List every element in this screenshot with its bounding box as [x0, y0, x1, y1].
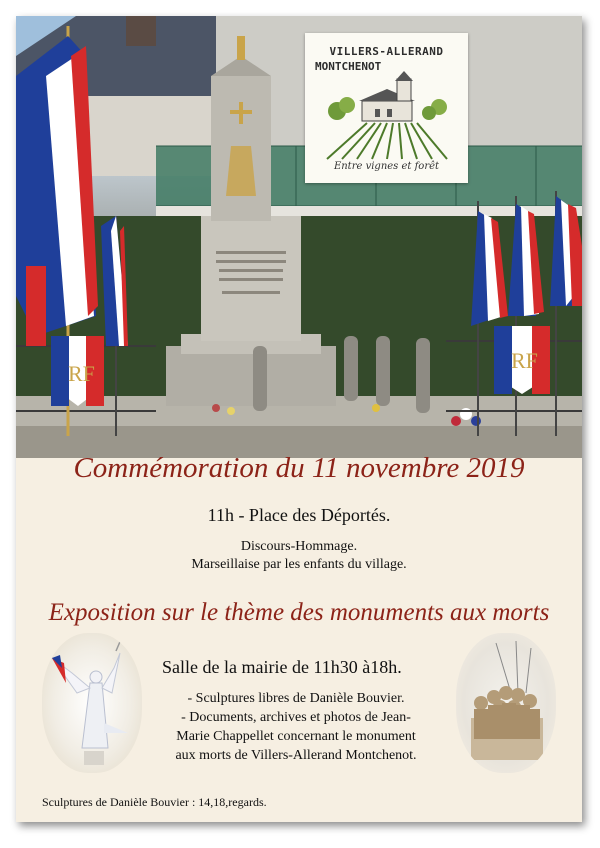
- village-church-vineyard-icon: [317, 71, 457, 161]
- sculpture-caption: Sculptures de Danièle Bouvier : 14,18,regards.: [42, 795, 267, 809]
- logo-tagline: Entre vignes et forêt: [333, 161, 440, 172]
- event-title: Commémoration du 11 novembre 2019: [73, 452, 525, 484]
- sculpture-angel-image: [42, 633, 142, 773]
- logo-name-line1: VILLERS-ALLERAND: [329, 45, 444, 58]
- event-program-line: Marseillaise par les enfants du village.: [191, 557, 407, 572]
- svg-text:RF: RF: [68, 361, 95, 386]
- exhibition-details: [146, 689, 446, 765]
- event-time-place: 11h - Place des Déportés.: [207, 505, 391, 525]
- exhibition-item: - Sculptures libres de Danièle Bouvier.: [187, 691, 405, 706]
- logo-name-line2: MONTCHENOT: [315, 60, 382, 73]
- exhibition-title: Exposition sur le thème des monuments aux morts: [48, 599, 550, 626]
- memorial-scene: [16, 16, 582, 458]
- poster: [16, 16, 582, 822]
- event-program-line: Discours-Hommage.: [240, 539, 358, 554]
- exhibition-item: Marie Chappellet concernant le monument: [176, 729, 416, 744]
- memorial-photo: [16, 16, 582, 458]
- village-logo: [305, 33, 468, 183]
- exhibition-item: - Documents, archives et photos de Jean-: [181, 710, 411, 725]
- svg-text:RF: RF: [511, 348, 538, 373]
- exhibition-item: aux morts de Villers-Allerand Montchenot.: [175, 748, 417, 763]
- sculpture-soldiers-image: [456, 633, 556, 773]
- exhibition-time-place: Salle de la mairie de 11h30 à18h.: [162, 657, 402, 677]
